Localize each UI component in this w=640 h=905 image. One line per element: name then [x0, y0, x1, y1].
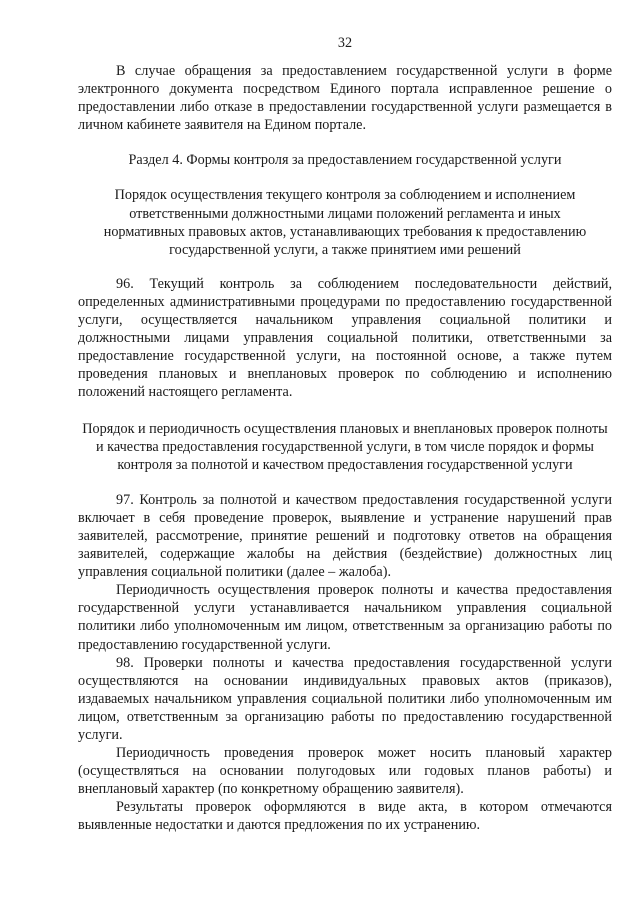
paragraph-98-periodicity: Периодичность проведения проверок может носить плановый характер (осуществляться на основании полугодовых или годовых планов работы) и внеплановый характер (по конкретному обращению заявителя). — [78, 745, 612, 798]
paragraph-98-results: Результаты проверок оформляются в виде акта, в котором отмечаются выявленные недостатки и даются предложения по их устранению. — [78, 799, 612, 834]
page-number: 32 — [337, 35, 353, 51]
section-title: Раздел 4. Формы контроля за предоставлением государственной услуги — [128, 152, 562, 169]
paragraph-97-periodicity: Периодичность осуществления проверок полноты и качества предоставления государственной услуги устанавливается начальником управления социальной политики либо уполномоченным им лицом, ответственным за организацию работы по предоставлению государственной услуги. — [78, 582, 612, 653]
paragraph-98: 98. Проверки полноты и качества предоставления государственной услуги осуществляются на основании индивидуальных правовых актов (приказов), издаваемых начальником управления социальной политики либо уполномоченным им лицом, ответственным за организацию работы по предоставлению государственной услуги. — [78, 654, 612, 743]
paragraph-97: 97. Контроль за полнотой и качеством предоставления государственной услуги включает в себя проведение проверок, выявление и устранение нарушений прав заявителей, рассмотрение, принятие решений и подготовку ответов на обращения заявителей, содержащие жалобы на действия (бездействие) должностных лиц управления социальной политики (далее – жалоба). — [78, 491, 612, 581]
subsection-title-current-control: Порядок осуществления текущего контроля за соблюдением и исполнением ответственными должностными лицами положений регламента и иных нормативных правовых актов, устанавливающих требования к предоставлению государственной услуги, а также принятием ими решений — [103, 187, 587, 258]
paragraph-96: 96. Текущий контроль за соблюдением последовательности действий, определенных административными процедурами по предоставлению государственной услуги, осуществляется начальником управления социальной политики и должностными лицами управления социальной политики, ответственными за предоставление государственной услуги, на постоянной основе, а также путем проведения плановых и внеплановых проверок по соблюдению и исполнению положений настоящего регламента. — [78, 275, 612, 401]
document-page — [78, 34, 612, 835]
subsection-title-inspections: Порядок и периодичность осуществления плановых и внеплановых проверок полноты и качества предоставления государственной услуги, в том числе порядок и формы контроля за полнотой и качеством предоставления государственной услуги — [82, 420, 608, 473]
intro-paragraph: В случае обращения за предоставлением государственной услуги в форме электронного документа посредством Единого портала исправленное решение о предоставлении либо отказе в предоставлении государственной услуги размещается в личном кабинете заявителя на Едином портале. — [78, 63, 612, 134]
